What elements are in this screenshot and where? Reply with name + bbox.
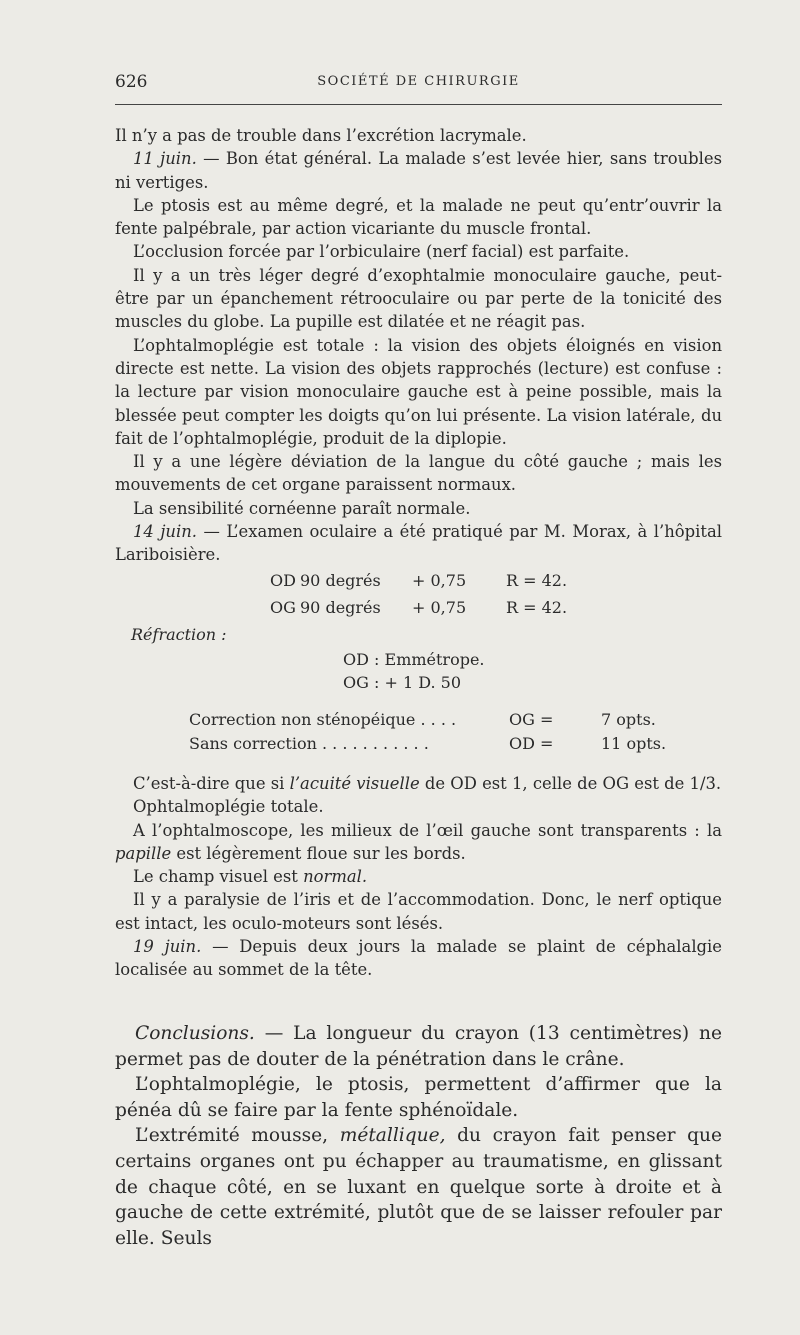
section-heading: Conclusions.: [135, 1023, 255, 1044]
correction-row-od: Sans correction . . . . . . . . . . . OD = 11 opts.: [189, 734, 667, 753]
paragraph: Conclusions. — La longueur du crayon (13 centimètres) ne permet pas de douter de la pénétration dans le crâne.: [115, 1023, 722, 1070]
journal-title: SOCIÉTÉ DE CHIRURGIE: [317, 74, 520, 89]
refraction-table: [115, 571, 722, 761]
paragraph: Il y a une légère déviation de la langue du côté gauche ; mais les mouvements de cet organe paraissent normaux.: [115, 452, 722, 495]
conclusions-section: [115, 1021, 722, 1251]
date-label: 14 juin.: [133, 522, 197, 542]
spherical-og: OG : + 1 D. 50: [343, 673, 462, 692]
paragraph: Il y a un très léger degré d’exophtalmie monoculaire gauche, peut-être par un épanchement rétrooculaire ou par perte de la tonicité des muscles du globe. La pupille est dilatée et ne réagit pas.: [115, 265, 722, 332]
paragraph: Ophtalmoplégie totale.: [133, 797, 324, 817]
paragraph: Le champ visuel est normal.: [133, 867, 368, 887]
paragraph: L’occlusion forcée par l’orbiculaire (nerf facial) est parfaite.: [133, 242, 630, 262]
paragraph: C’est-à-dire que si l’acuité visuelle de OD est 1, celle de OG est de 1/3.: [133, 774, 722, 793]
spherical-od: OD : Emmétrope.: [343, 650, 485, 669]
paragraph: L’extrémité mousse, métallique, du crayon fait penser que certains organes ont pu échapper au traumatisme, en glissant de chaque côté, en se luxant en quelque sorte à droite et à gauche de cette extrémité, plutôt que de se laisser refouler par elle. Seuls: [115, 1125, 723, 1249]
refraction-row-od: OD 90 degrés + 0,75 R = 42.: [270, 571, 568, 590]
paragraph: L’ophtalmoplégie est totale : la vision des objets éloignés en vision directe est nette. La vision des objets rapprochés (lecture) est confuse : la lecture par vision monoculaire gauche est à peine possible, mais la blessée peut compter les doigts qu’on lui présente. La vision latérale, du fait de l’ophtalmoplégie, produit de la diplopie.: [115, 335, 722, 448]
running-head: [115, 72, 722, 94]
refraction-row-og: OG 90 degrés + 0,75 R = 42.: [270, 598, 568, 617]
paragraph: La sensibilité cornéenne paraît normale.: [133, 498, 471, 518]
refraction-label: Réfraction :: [131, 625, 227, 644]
paragraph: 19 juin. — Depuis deux jours la malade se plaint de céphalalgie localisée au sommet de la tête.: [115, 937, 722, 980]
paragraph: Il y a paralysie de l’iris et de l’accommodation. Donc, le nerf optique est intact, les oculo-moteurs sont lésés.: [115, 890, 722, 933]
case-notes-continued: [115, 772, 722, 982]
page-number: 626: [115, 72, 148, 92]
case-notes: [115, 124, 722, 567]
paragraph: 11 juin. — Bon état général. La malade s’est levée hier, sans troubles ni vertiges.: [115, 149, 722, 192]
date-label: 19 juin.: [133, 937, 202, 957]
header-rule: [115, 104, 722, 105]
paragraph: L’ophtalmoplégie, le ptosis, permettent d’affirmer que la pénéa dû se faire par la fente sphénoïdale.: [115, 1074, 722, 1121]
paragraph: 14 juin. — L’examen oculaire a été pratiqué par M. Morax, à l’hôpital Lariboisière.: [115, 522, 723, 565]
paragraph: Il n’y a pas de trouble dans l’excrétion lacrymale.: [115, 126, 527, 145]
paragraph: A l’ophtalmoscope, les milieux de l’œil gauche sont transparents : la papille est légèrement floue sur les bords.: [115, 820, 722, 863]
paragraph: Le ptosis est au même degré, et la malade ne peut qu’entr’ouvrir la fente palpébrale, par action vicariante du muscle frontal.: [115, 195, 722, 239]
date-label: 11 juin.: [133, 149, 197, 169]
correction-row-og: Correction non sténopéique . . . . OG = 7 opts.: [189, 710, 656, 729]
